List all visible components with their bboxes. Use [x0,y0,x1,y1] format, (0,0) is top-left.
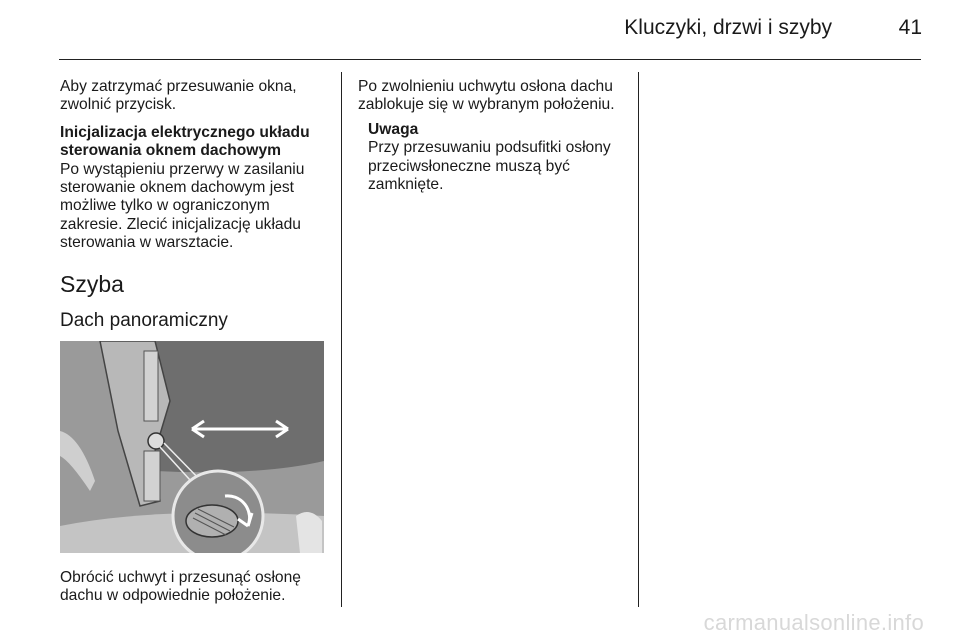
sunroof-handle-illustration [60,341,324,553]
paragraph: Po zwolnieniu uchwytu osłona dachu zablokuje się w wybranym położeniu. [358,78,615,114]
watermark: carmanualsonline.info [703,610,924,635]
figure-caption: Obrócić uchwyt i przesunąć osłonę dachu w odpowiednie położenie. [60,569,301,605]
column-divider [341,72,342,607]
column-left [60,78,330,333]
note-box [368,121,630,195]
paragraph: Po wystąpieniu przerwy w zasilaniu sterowanie oknem dachowym jest możliwe tylko w ograniczonym zakresie. Zlecić inicjalizację układu sterowania w warsztacie. [60,160,305,252]
note-title: Uwaga [368,120,419,138]
column-divider [638,72,639,607]
subsection-heading: Dach panoramiczny [60,309,228,331]
header-title: Kluczyki, drzwi i szyby [624,16,832,39]
header-divider [59,59,921,60]
page-number: 41 [898,16,922,39]
column-right [358,78,630,194]
paragraph: Aby zatrzymać przesuwanie okna, zwolnić przycisk. [60,78,297,114]
sunroof-handle-figure [60,341,324,553]
section-heading: Szyba [60,270,124,297]
subheading: Inicjalizacja elektrycznego układu sterowania oknem dachowym [60,123,310,160]
note-text: Przy przesuwaniu podsufitki osłony przeciwsłoneczne muszą być zamknięte. [368,139,611,194]
